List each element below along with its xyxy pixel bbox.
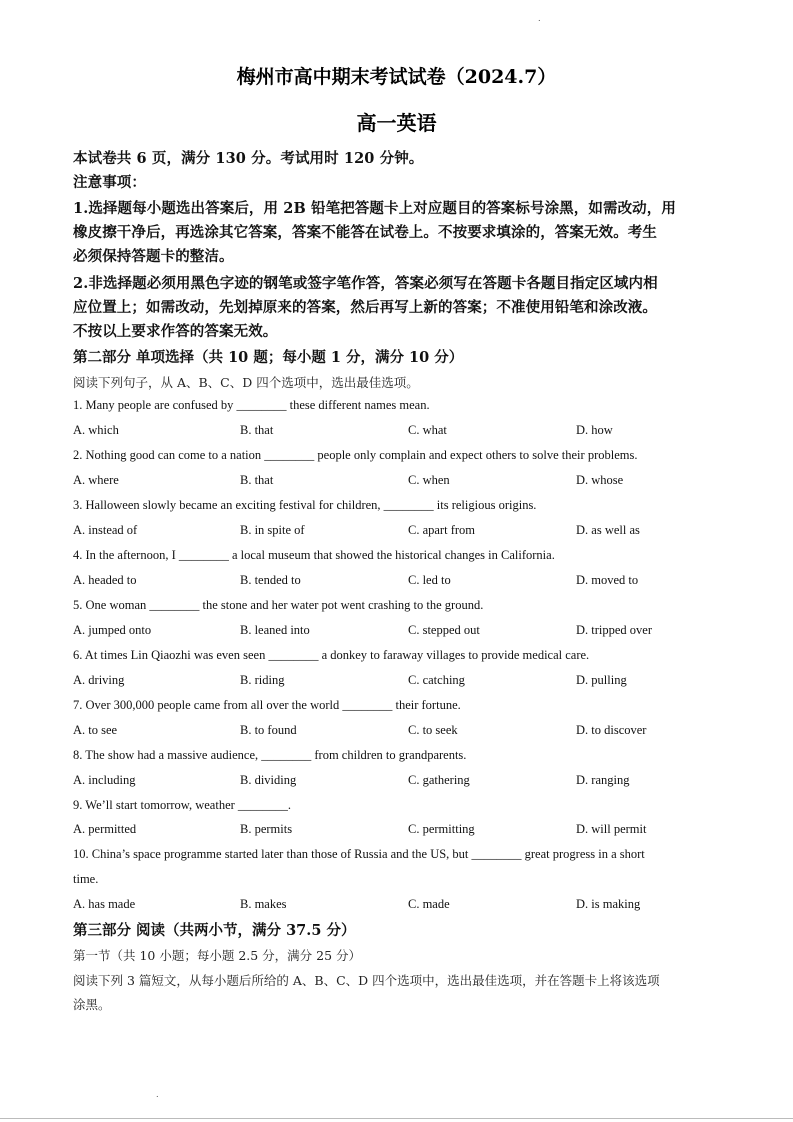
option-a: A. instead of <box>73 523 138 537</box>
part3-instruction-line-1: 阅读下列 3 篇短文，从每小题后所给的 A、B、C、D 四个选项中，选出最佳选项，并在答题卡上将该选项 <box>73 973 660 988</box>
option-row <box>0 523 793 541</box>
question-stem: 3. Halloween slowly became an exciting festival for children, ________ its religious origins. <box>73 498 537 512</box>
part3-section1: 第一节（共 10 小题；每小题 2.5 分，满分 25 分） <box>73 948 362 963</box>
option-b: B. permits <box>240 822 293 836</box>
notice-1-line-2: 橡皮擦干净后，再选涂其它答案，答案不能答在试卷上。不按要求填涂的，答案无效。考生 <box>73 224 657 241</box>
option-b: B. dividing <box>240 773 297 787</box>
option-c: C. catching <box>408 673 465 687</box>
option-a: A. where <box>73 473 119 487</box>
option-b: B. to found <box>240 723 297 737</box>
question-stem: 7. Over 300,000 people came from all over the world ________ their fortune. <box>73 698 461 712</box>
option-c: C. when <box>408 473 450 487</box>
notice-2-line-1: 2.非选择题必须用黑色字迹的钢笔或签字笔作答，答案必须写在答题卡各题目指定区域内相 <box>73 275 658 292</box>
question-stem: 9. We’ll start tomorrow, weather ________. <box>73 798 292 812</box>
option-c: C. stepped out <box>408 623 480 637</box>
notice-1-line-1: 1.选择题每小题选出答案后，用 2B 铅笔把答题卡上对应题目的答案标号涂黑，如需改动，用 <box>73 200 676 217</box>
option-b: B. makes <box>240 897 287 911</box>
option-row <box>0 897 793 915</box>
option-row <box>0 573 793 591</box>
option-a: A. permitted <box>73 822 137 836</box>
option-d: D. how <box>576 423 613 437</box>
option-row <box>0 673 793 691</box>
option-d: D. whose <box>576 473 624 487</box>
notice-2-line-2: 应位置上；如需改动，先划掉原来的答案，然后再写上新的答案；不准使用铅笔和涂改液。 <box>73 299 657 316</box>
question-stem: 5. One woman ________ the stone and her water pot went crashing to the ground. <box>73 598 484 612</box>
option-d: D. tripped over <box>576 623 653 637</box>
exam-title: 梅州市高中期末考试试卷（2024.7） <box>236 66 557 88</box>
option-row <box>0 623 793 641</box>
notice-2-line-3: 不按以上要求作答的答案无效。 <box>73 323 278 340</box>
option-a: A. headed to <box>73 573 137 587</box>
question-stem: 4. In the afternoon, I ________ a local museum that showed the historical changes in California. <box>73 548 555 562</box>
option-row <box>0 723 793 741</box>
question-stem: 1. Many people are confused by ________ these different names mean. <box>73 398 430 412</box>
option-d: D. will permit <box>576 822 647 836</box>
option-row <box>0 473 793 491</box>
option-c: C. gathering <box>408 773 470 787</box>
notice-heading: 注意事项： <box>73 174 146 191</box>
option-a: A. jumped onto <box>73 623 152 637</box>
option-a: A. which <box>73 423 119 437</box>
option-a: A. has made <box>73 897 136 911</box>
option-c: C. what <box>408 423 447 437</box>
option-row <box>0 822 793 840</box>
option-a: A. including <box>73 773 136 787</box>
option-d: D. to discover <box>576 723 647 737</box>
option-d: D. ranging <box>576 773 630 787</box>
option-c: C. led to <box>408 573 451 587</box>
part2-instruction: 阅读下列句子，从 A、B、C、D 四个选项中，选出最佳选项。 <box>73 375 419 390</box>
exam-info: 本试卷共 6 页，满分 130 分。考试用时 120 分钟。 <box>73 150 424 167</box>
notice-1-line-3: 必须保持答题卡的整洁。 <box>73 248 234 265</box>
exam-subtitle: 高一英语 <box>356 111 437 135</box>
option-c: C. apart from <box>408 523 475 537</box>
question-stem: 10. China’s space programme started later than those of Russia and the US, but ________ great progress in a short <box>73 847 645 861</box>
scan-dot: . <box>538 14 541 23</box>
question-stem: 8. The show had a massive audience, ________ from children to grandparents. <box>73 748 467 762</box>
option-d: D. as well as <box>576 523 640 537</box>
question-stem-continued: time. <box>73 872 99 886</box>
option-c: C. permitting <box>408 822 475 836</box>
option-b: B. tended to <box>240 573 301 587</box>
option-c: C. made <box>408 897 450 911</box>
option-b: B. riding <box>240 673 285 687</box>
part2-heading: 第二部分 单项选择（共 10 题；每小题 1 分，满分 10 分） <box>73 349 464 366</box>
option-b: B. that <box>240 423 274 437</box>
option-a: A. to see <box>73 723 118 737</box>
part3-instruction-line-2: 涂黑。 <box>73 997 111 1012</box>
scan-dot: . <box>156 1090 159 1099</box>
option-c: C. to seek <box>408 723 458 737</box>
option-b: B. that <box>240 473 274 487</box>
part3-heading: 第三部分 阅读（共两小节，满分 37.5 分） <box>73 922 356 939</box>
option-row <box>0 423 793 441</box>
page-bottom-rule <box>0 1118 793 1119</box>
option-d: D. is making <box>576 897 641 911</box>
option-d: D. pulling <box>576 673 627 687</box>
option-a: A. driving <box>73 673 125 687</box>
option-row <box>0 773 793 791</box>
question-stem: 6. At times Lin Qiaozhi was even seen ________ a donkey to faraway villages to provide medical care. <box>73 648 590 662</box>
option-d: D. moved to <box>576 573 639 587</box>
question-stem: 2. Nothing good can come to a nation ________ people only complain and expect others to solve their problems. <box>73 448 638 462</box>
option-b: B. in spite of <box>240 523 305 537</box>
option-b: B. leaned into <box>240 623 310 637</box>
